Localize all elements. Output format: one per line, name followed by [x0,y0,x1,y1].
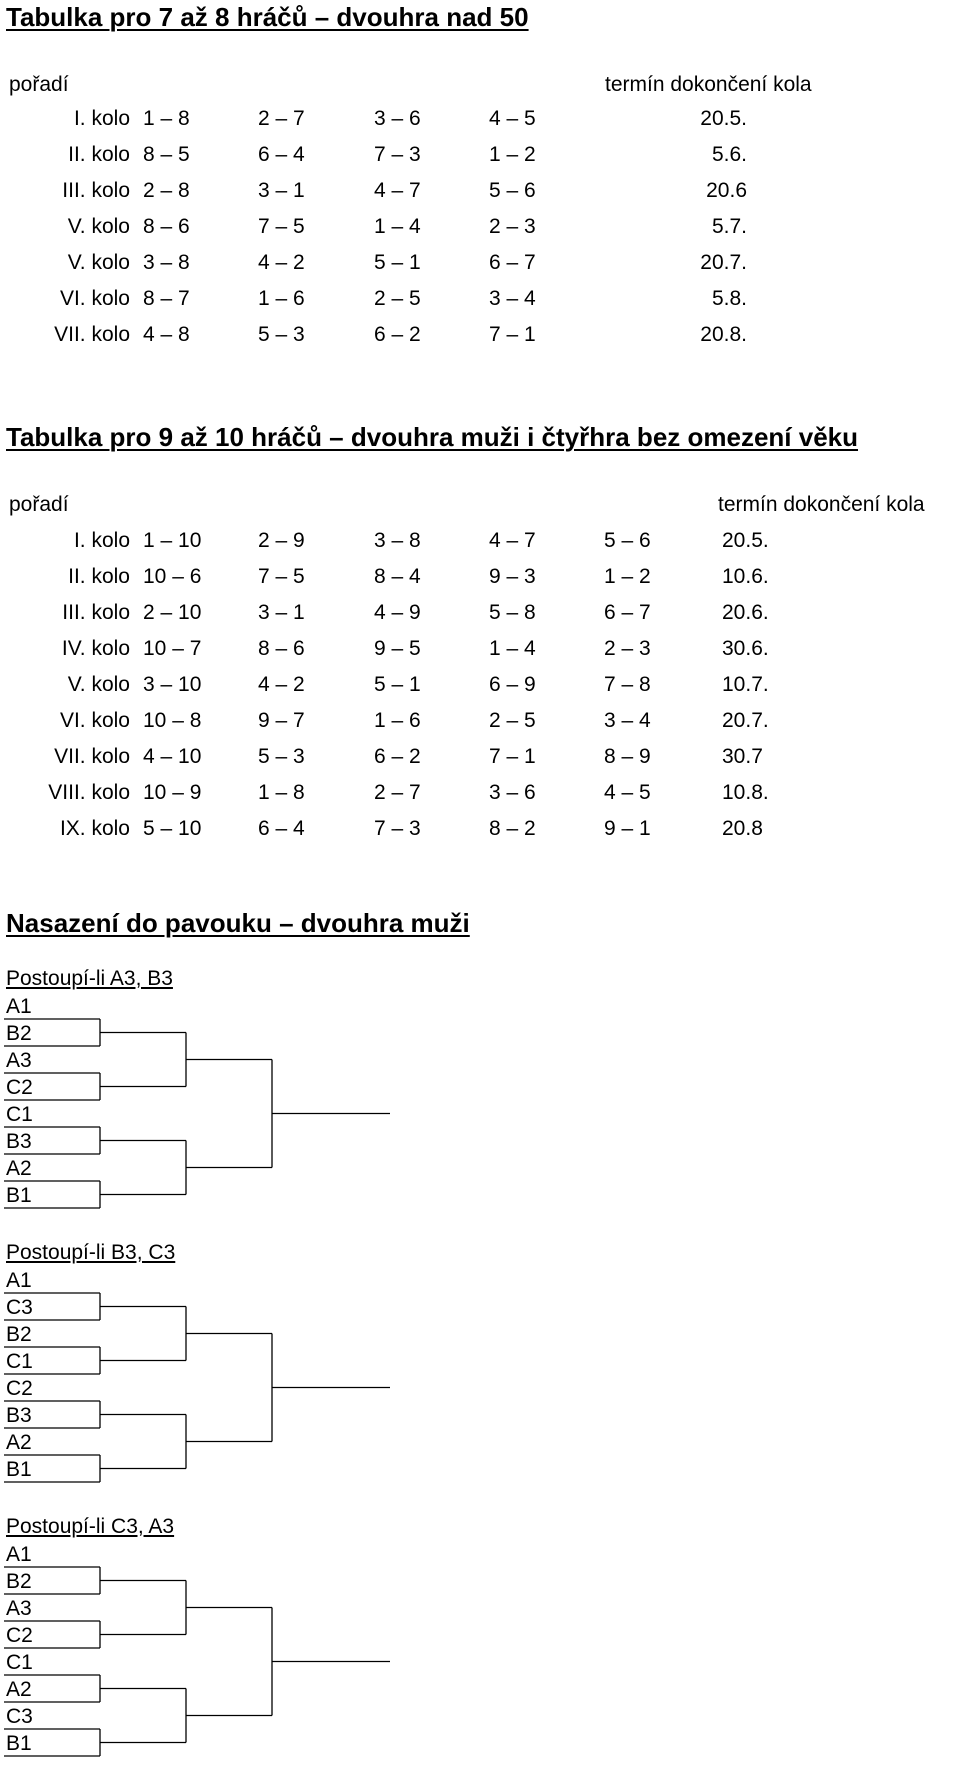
match-cell: 4 – 8 [143,323,190,346]
round-label: VIII. kolo [48,781,130,804]
match-cell: 1 – 8 [258,781,305,804]
match-cell: 7 – 1 [489,745,536,768]
bracket-seed: A3 [6,1597,32,1620]
match-cell: 4 – 7 [489,529,536,552]
round-label: VII. kolo [54,745,130,768]
match-cell: 5 – 3 [258,323,305,346]
match-cell: 10 – 8 [143,709,202,732]
match-cell: 4 – 9 [374,601,421,624]
round-label: II. kolo [68,565,130,588]
match-cell: 1 – 2 [489,143,536,166]
match-cell: 9 – 3 [489,565,536,588]
match-cell: 1 – 10 [143,529,202,552]
deadline-cell: 30.6. [722,637,769,660]
bracket-seed: B3 [6,1404,32,1427]
bracket-seed: C1 [6,1103,33,1126]
match-cell: 3 – 1 [258,179,305,202]
match-cell: 4 – 2 [258,673,305,696]
match-cell: 6 – 2 [374,323,421,346]
bracket-seed: B1 [6,1184,32,1207]
match-cell: 3 – 10 [143,673,202,696]
match-cell: 6 – 7 [489,251,536,274]
deadline-cell: 20.6. [722,601,769,624]
match-cell: 1 – 4 [374,215,421,238]
match-cell: 8 – 7 [143,287,190,310]
draw-title: Nasazení do pavouku – dvouhra muži [6,908,470,938]
match-cell: 7 – 3 [374,143,421,166]
bracket-seed: A2 [6,1678,32,1701]
match-cell: 3 – 4 [489,287,536,310]
match-cell: 2 – 7 [258,107,305,130]
match-cell: 6 – 7 [604,601,651,624]
match-cell: 6 – 9 [489,673,536,696]
match-cell: 1 – 6 [258,287,305,310]
bracket-seed: A2 [6,1157,32,1180]
bracket-seed: B2 [6,1570,32,1593]
round-label: VI. kolo [59,287,130,310]
deadline-cell: 5.7. [711,215,747,238]
bracket-seed: A1 [6,1269,32,1292]
match-cell: 2 – 5 [374,287,421,310]
bracket-seed: C2 [6,1624,33,1647]
deadline-cell: 20.7. [722,709,769,732]
match-cell: 7 – 8 [604,673,651,696]
match-cell: 9 – 7 [258,709,305,732]
match-cell: 10 – 7 [143,637,202,660]
match-cell: 3 – 4 [604,709,651,732]
match-cell: 2 – 3 [604,637,651,660]
deadline-cell: 20.8. [700,323,747,346]
bracket-seed: B2 [6,1323,32,1346]
round-label: V. kolo [67,215,130,238]
deadline-cell: 10.7. [722,673,769,696]
match-cell: 7 – 1 [489,323,536,346]
round-label: I. kolo [73,529,130,552]
round-label: VI. kolo [59,709,130,732]
deadline-cell: 5.8. [711,287,747,310]
match-cell: 1 – 4 [489,637,536,660]
bracket-seed: A2 [6,1431,32,1454]
bracket-seed: C2 [6,1377,33,1400]
match-cell: 1 – 2 [604,565,651,588]
table1-title: Tabulka pro 7 až 8 hráčů – dvouhra nad 50 [6,2,529,32]
bracket-seed: A1 [6,995,32,1018]
round-label: V. kolo [67,673,130,696]
match-cell: 3 – 1 [258,601,305,624]
deadline-label: termín dokončení kola [605,73,812,96]
match-cell: 3 – 8 [143,251,190,274]
match-cell: 10 – 9 [143,781,202,804]
match-cell: 7 – 5 [258,565,305,588]
bracket-seed: C3 [6,1296,33,1319]
match-cell: 5 – 1 [374,673,421,696]
bracket-seed: A1 [6,1543,32,1566]
round-label: IV. kolo [61,637,130,660]
match-cell: 5 – 3 [258,745,305,768]
order-label: pořadí [9,73,69,96]
match-cell: 8 – 5 [143,143,190,166]
match-cell: 4 – 2 [258,251,305,274]
match-cell: 2 – 8 [143,179,190,202]
match-cell: 4 – 5 [604,781,651,804]
bracket-seed: B3 [6,1130,32,1153]
bracket-seed: C1 [6,1651,33,1674]
match-cell: 6 – 2 [374,745,421,768]
match-cell: 9 – 5 [374,637,421,660]
match-cell: 4 – 10 [143,745,202,768]
deadline-cell: 20.7. [700,251,747,274]
bracket-title: Postoupí-li C3, A3 [6,1515,175,1538]
match-cell: 9 – 1 [604,817,651,840]
match-cell: 2 – 10 [143,601,202,624]
order-label: pořadí [9,493,69,516]
match-cell: 4 – 5 [489,107,536,130]
bracket-title: Postoupí-li A3, B3 [6,967,173,990]
match-cell: 5 – 10 [143,817,202,840]
match-cell: 3 – 8 [374,529,421,552]
match-cell: 5 – 8 [489,601,536,624]
match-cell: 5 – 1 [374,251,421,274]
match-cell: 10 – 6 [143,565,202,588]
match-cell: 3 – 6 [374,107,421,130]
bracket-seed: B2 [6,1022,32,1045]
round-label: III. kolo [62,179,130,202]
deadline-label: termín dokončení kola [718,493,925,516]
bracket-lines [0,1242,400,1502]
match-cell: 8 – 2 [489,817,536,840]
match-cell: 3 – 6 [489,781,536,804]
bracket-seed: A3 [6,1049,32,1072]
deadline-cell: 20.6 [706,179,747,202]
match-cell: 8 – 6 [258,637,305,660]
bracket-seed: C3 [6,1705,33,1728]
deadline-cell: 20.5. [722,529,769,552]
deadline-cell: 5.6. [711,143,747,166]
round-label: II. kolo [68,143,130,166]
round-label: V. kolo [67,251,130,274]
match-cell: 8 – 6 [143,215,190,238]
match-cell: 6 – 4 [258,817,305,840]
match-cell: 2 – 7 [374,781,421,804]
deadline-cell: 30.7 [722,745,763,768]
match-cell: 1 – 6 [374,709,421,732]
round-label: I. kolo [73,107,130,130]
match-cell: 7 – 5 [258,215,305,238]
deadline-cell: 20.5. [700,107,747,130]
deadline-cell: 10.8. [722,781,769,804]
bracket-seed: B1 [6,1458,32,1481]
round-label: III. kolo [62,601,130,624]
match-cell: 5 – 6 [489,179,536,202]
match-cell: 6 – 4 [258,143,305,166]
match-cell: 1 – 8 [143,107,190,130]
bracket-seed: B1 [6,1732,32,1755]
deadline-cell: 20.8 [722,817,763,840]
match-cell: 2 – 5 [489,709,536,732]
round-label: IX. kolo [59,817,130,840]
table2-title: Tabulka pro 9 až 10 hráčů – dvouhra muži i čtyřhra bez omezení věku [6,422,859,452]
match-cell: 8 – 9 [604,745,651,768]
match-cell: 8 – 4 [374,565,421,588]
match-cell: 2 – 9 [258,529,305,552]
round-label: VII. kolo [54,323,130,346]
bracket-lines [0,968,400,1228]
bracket-lines [0,1516,400,1776]
match-cell: 4 – 7 [374,179,421,202]
bracket-title: Postoupí-li B3, C3 [6,1241,176,1264]
match-cell: 7 – 3 [374,817,421,840]
match-cell: 2 – 3 [489,215,536,238]
match-cell: 5 – 6 [604,529,651,552]
deadline-cell: 10.6. [722,565,769,588]
bracket-seed: C1 [6,1350,33,1373]
bracket-seed: C2 [6,1076,33,1099]
